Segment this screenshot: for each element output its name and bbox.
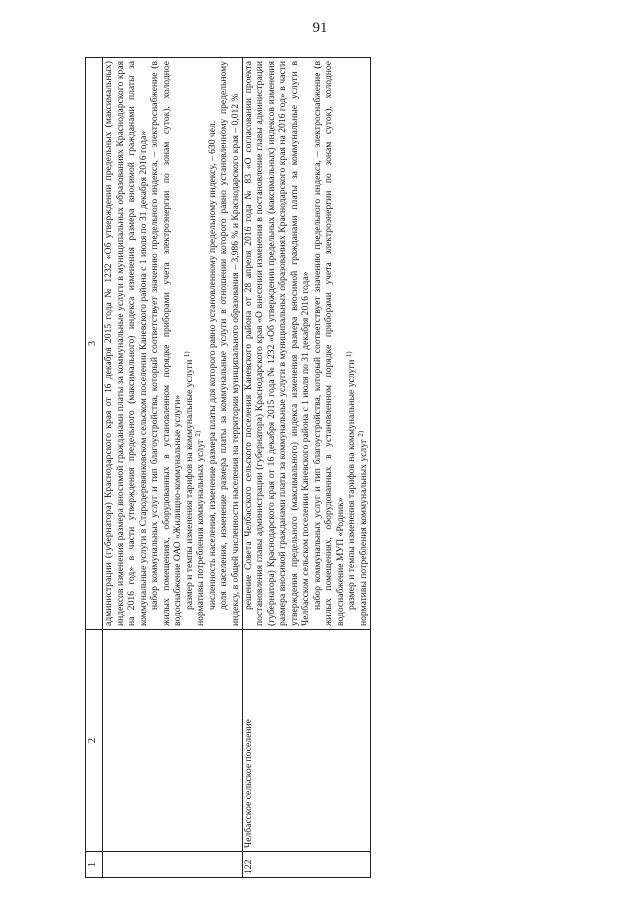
consumption-norms-line: нормативы потребления коммунальных услуг $^{2)}$ [357, 430, 370, 626]
row-number-cell: 122 [242, 852, 370, 878]
council-decision-text: решение Совета Челбасского сельского поселения Каневского района от 28 апреля 2016 года № 83 «О согласовании проекта постановления главы администрации (губернатора) Краснодарского края «О внесении изменения в постановление главы администрации (губернатора) Краснодарского края от 16 декабря 2015 года № 1232 «Об утверждении предельных (максимальных) индексов изменения размера вносимой гражданами платы за коммунальные услуги в муниципальных образованиях Краснодарского края на 2016 год» в части утверждения предельного (максимального) индекса изменения размера вносимой гражданами платы за коммунальные услуги в Челбасском сельском поселении Каневского района с 1 июля по 31 декабря 2016 года» [242, 61, 312, 626]
description-cell [242, 58, 370, 630]
description-cell [103, 58, 243, 630]
index-table [85, 57, 371, 878]
municipality-cell: Челбасское сельское поселение [242, 630, 370, 852]
header-row [86, 58, 103, 878]
service-set-text: набор коммунальных услуг и тип благоустройства, который соответствует значению предельного индекса, – электроснабжение (в жилых помещениях, оборудованных в установленном порядке приборами учета электроэнергии по зонам суток), холодное водоснабжение МУП «Родник» [311, 61, 346, 626]
header-col-2: 2 [86, 630, 103, 852]
header-col-3: 3 [86, 58, 103, 630]
table-row [242, 58, 370, 878]
header-col-1: 1 [86, 852, 103, 878]
population-share-text: доля населения, изменение размера платы за коммунальные услуги в отношении которого равно установленному предельному индексу, в общей численности населения на территории муниципального образования – 3,986 % и Краснодарского края – 0,012 % [218, 61, 242, 626]
rotated-table-container [85, 58, 540, 878]
population-count-text: численность населения, изменение размера платы для которого равно установленному предельному индексу, – 630 чел. [206, 120, 218, 610]
tariff-change-line: размер и темпы изменения тарифов на коммунальные услуги $^{1)}$ [345, 351, 358, 610]
table-wrapper [85, 58, 540, 878]
service-set-text: набор коммунальных услуг и тип благоустройства, который соответствует значению предельного индекса, – электроснабжение (в жилых помещениях, оборудованных в установленном порядке приборами учета электроэнергии по зонам суток), холодное водоснабжение ОАО «Жилищно-коммунальные услуги» [149, 61, 184, 626]
decree-reference: администрации (губернатора) Краснодарского края от 16 декабря 2015 года № 1232 «Об утверждении предельных (максимальных) индексов изменения размера вносимой гражданами платы за коммунальные услуги в муниципальных образованиях Краснодарского края на 2016 год» в части утверждения предельного (максимального) индекса изменения размера вносимой гражданами платы за коммунальные услуги в Стародеревянковском сельском поселении Каневского района с 1 июля по 31 декабря 2016 года» [103, 61, 149, 626]
page-number: 91 [312, 20, 328, 36]
consumption-norms-line: нормативы потребления коммунальных услуг $^{2)}$ [194, 430, 207, 626]
tariff-change-line: размер и темпы изменения тарифов на коммунальные услуги $^{1)}$ [182, 351, 195, 610]
table-row [103, 58, 243, 878]
row-number-cell [103, 852, 243, 878]
municipality-cell [103, 630, 243, 852]
